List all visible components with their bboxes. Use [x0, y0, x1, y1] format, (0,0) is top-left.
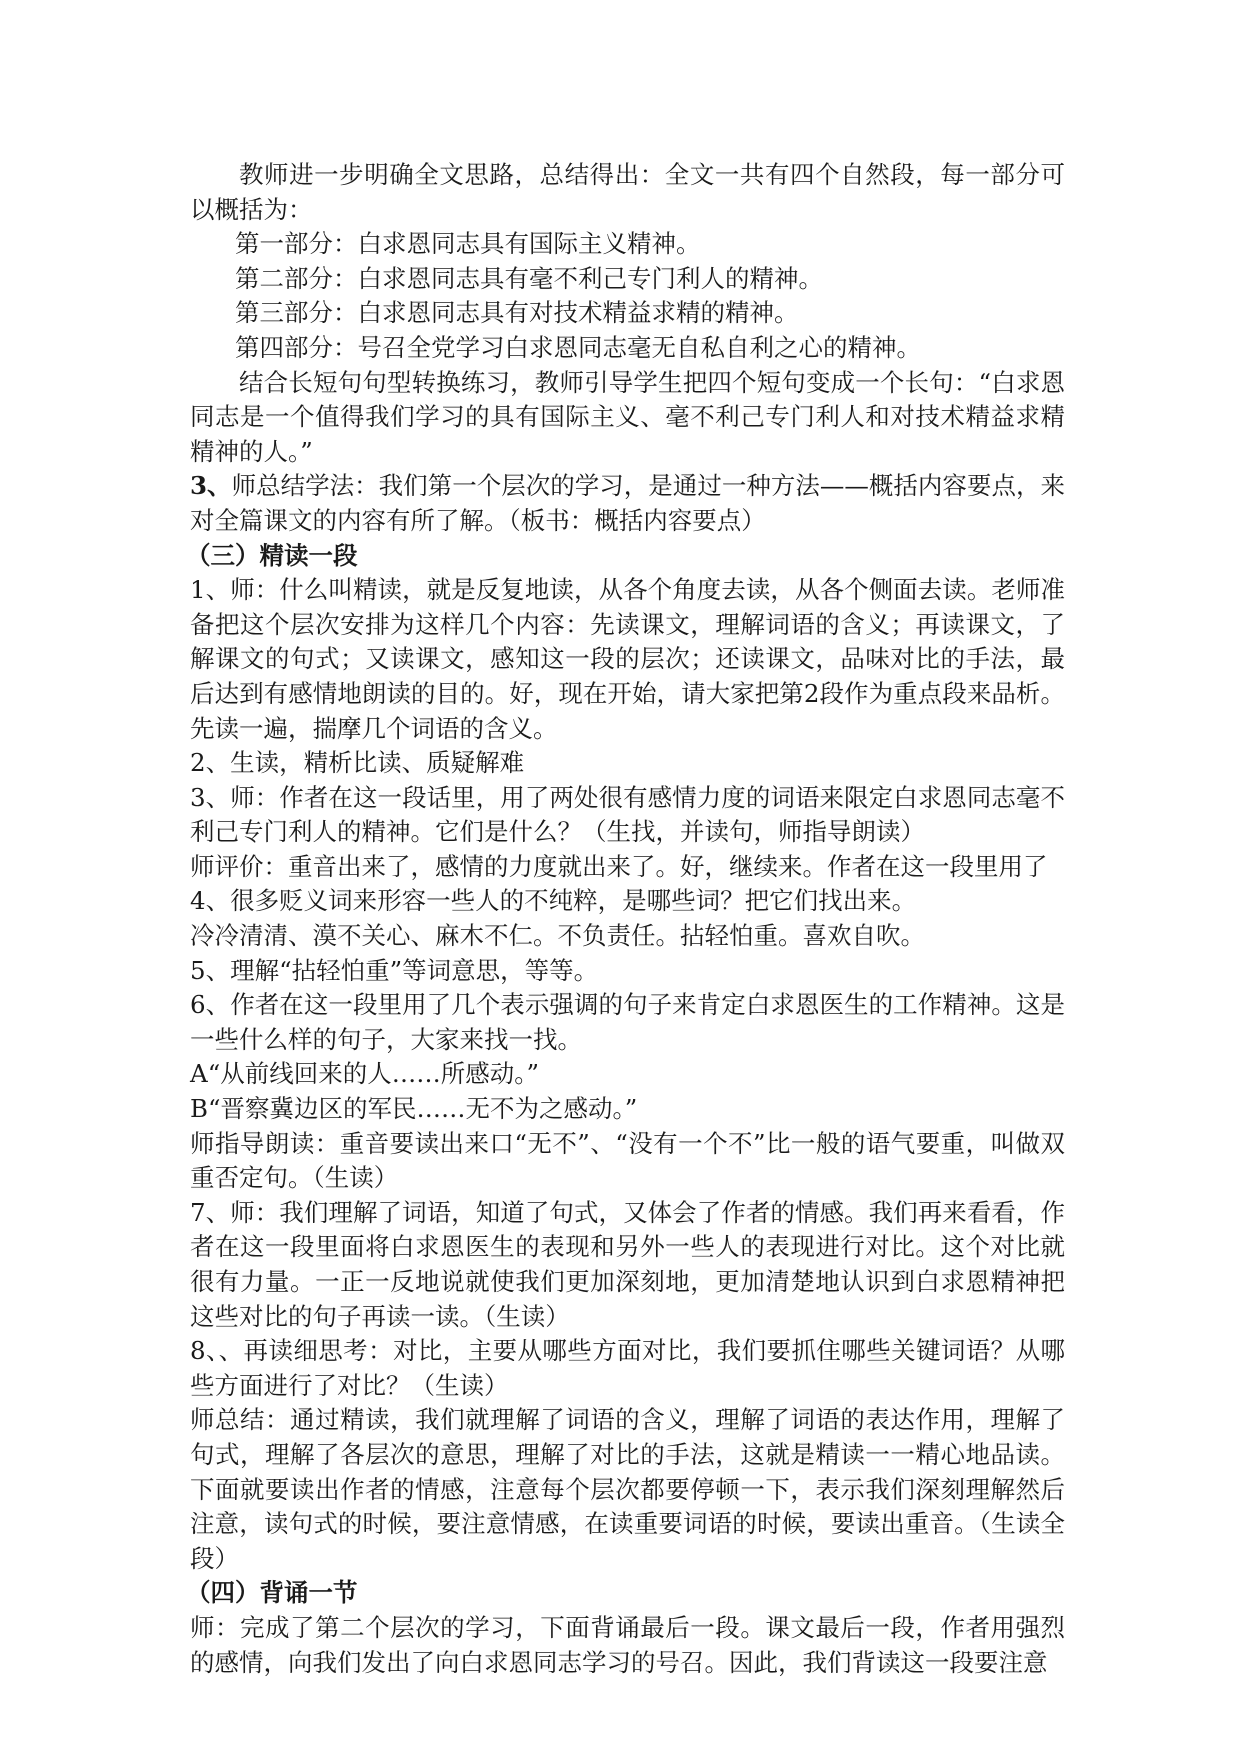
paragraph	[190, 1611, 1065, 1680]
document-page	[186, 158, 1065, 1680]
paragraph-text: 师评价：重音出来了，感情的力度就出来了。好，继续来。作者在这一段里用了	[190, 851, 1048, 881]
paragraph-text: A“从前线回来的人……所感动。”	[190, 1059, 539, 1089]
paragraph	[190, 1127, 1065, 1196]
paragraph-text: 8、、再读细思考：对比，主要从哪些方面对比，我们要抓住哪些关键词语？从哪些方面进行了对比？（生读）	[190, 1336, 1065, 1400]
paragraph-text: 4、很多贬义词来形容一些人的不纯粹，是哪些词？把它们找出来。	[190, 886, 917, 916]
paragraph	[190, 988, 1065, 1057]
paragraph-text: （三）精读一段	[186, 540, 358, 570]
paragraph-text: 6、作者在这一段里用了几个表示强调的句子来肯定白求恩医生的工作精神。这是一些什么样的句子，大家来找一找。	[190, 990, 1065, 1054]
paragraph-text: 第四部分：号召全党学习白求恩同志毫无自私自利之心的精神。	[235, 332, 921, 362]
paragraph	[190, 331, 1065, 366]
section-heading	[186, 539, 1065, 574]
paragraph-text: 师：完成了第二个层次的学习，下面背诵最后一段。课文最后一段，作者用强烈的感情，向我们发出了向白求恩同志学习的号召。因此，我们背读这一段要注意	[190, 1612, 1065, 1677]
paragraph-text: 7、师：我们理解了词语，知道了句式，又体会了作者的情感。我们再来看看，作者在这一段里面将白求恩医生的表现和另外一些人的表现进行对比。这个对比就很有力量。一正一反地说就使我们更加深刻地，更加清楚地认识到白求恩精神把这些对比的句子再读一读。（生读）	[190, 1197, 1065, 1331]
paragraph	[190, 158, 1065, 227]
paragraph	[190, 1092, 1065, 1127]
paragraph-text: 3、师：作者在这一段话里，用了两处很有感情力度的词语来限定白求恩同志毫不利己专门利人的精神。它们是什么？（生找，并读句，师指导朗读）	[190, 782, 1065, 847]
paragraph	[190, 227, 1065, 262]
paragraph	[190, 1196, 1065, 1334]
paragraph	[190, 884, 1065, 919]
paragraph	[190, 919, 1065, 954]
paragraph-text: 冷冷清清、漠不关心、麻木不仁。不负责任。拈轻怕重。喜欢自吹。	[190, 921, 925, 951]
paragraph-text: 教师进一步明确全文思路，总结得出：全文一共有四个自然段，每一部分可以概括为：	[190, 160, 1065, 224]
paragraph	[190, 1403, 1065, 1576]
paragraph-text: 1、师：什么叫精读，就是反复地读，从各个角度去读，从各个侧面去读。老师准备把这个层次安排为这样几个内容：先读课文，理解词语的含义；再读课文，了解课文的句式；又读课文，感知这一段的层次；还读课文，品味对比的手法，最后达到有感情地朗读的目的。好，现在开始，请大家把第2段作为重点段来品析。先读一遍，揣摩几个词语的含义。	[190, 575, 1065, 743]
paragraph	[190, 469, 1065, 538]
paragraph-text: B“晋察冀边区的军民……无不为之感动。”	[190, 1094, 638, 1124]
paragraph	[190, 296, 1065, 331]
paragraph-text: 师总结学法：我们第一个层次的学习，是通过一种方法——概括内容要点，来对全篇课文的内容有所了解。（板书：概括内容要点）	[190, 471, 1065, 535]
paragraph	[190, 954, 1065, 989]
paragraph-text: 师指导朗读：重音要读出来口“无不”、“没有一个不”比一般的语气要重，叫做双重否定句。（生读）	[190, 1128, 1065, 1193]
paragraph-text: 师总结：通过精读，我们就理解了词语的含义，理解了词语的表达作用，理解了句式，理解了各层次的意思，理解了对比的手法，这就是精读一一精心地品读。下面就要读出作者的情感，注意每个层次都要停顿一下，表示我们深刻理解然后注意，读句式的时候，要注意情感，在读重要词语的时候，要读出重音。（生读全段）	[190, 1405, 1065, 1573]
paragraph	[190, 746, 1065, 781]
paragraph-text: 第二部分：白求恩同志具有毫不利己专门利人的精神。	[235, 263, 823, 293]
paragraph	[190, 573, 1065, 746]
paragraph	[190, 1334, 1065, 1403]
paragraph-text: 第三部分：白求恩同志具有对技术精益求精的精神。	[235, 298, 799, 328]
paragraph	[190, 1057, 1065, 1092]
paragraph	[190, 366, 1065, 470]
paragraph	[190, 850, 1065, 885]
paragraph	[190, 262, 1065, 297]
paragraph-text: 结合长短句句型转换练习，教师引导学生把四个短句变成一个长句：“白求恩同志是一个值得我们学习的具有国际主义、毫不利己专门利人和对技术精益求精精神的人。”	[190, 367, 1065, 466]
paragraph-text: 2、生读，精析比读、质疑解难	[190, 748, 525, 778]
paragraph	[190, 781, 1065, 850]
paragraph-text: 5、理解“拈轻怕重”等词意思，等等。	[190, 955, 599, 985]
item-number: 3、	[190, 471, 232, 501]
paragraph-text: （四）背诵一节	[186, 1578, 358, 1608]
section-heading	[186, 1576, 1065, 1611]
paragraph-text: 第一部分：白求恩同志具有国际主义精神。	[235, 229, 701, 259]
